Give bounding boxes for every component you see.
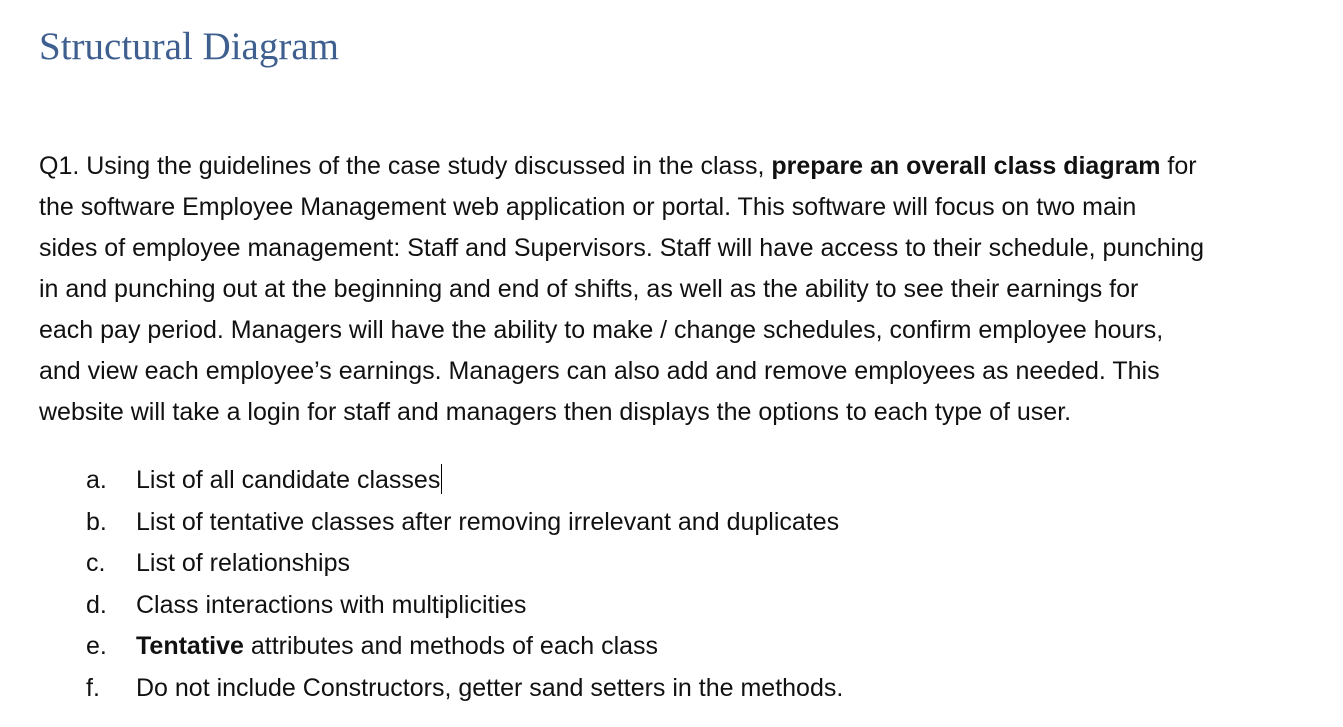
list-item — [86, 502, 843, 544]
list-item-text: List of relationships — [136, 549, 351, 577]
list-item — [86, 668, 843, 710]
list-marker: b. — [86, 507, 107, 536]
question-text: sides of employee management: Staff and Supervisors. Staff will have access to their schedule, punching — [39, 234, 1205, 262]
list-item-label: attributes and methods of each class — [243, 632, 659, 660]
list-marker: c. — [86, 549, 106, 577]
list-item — [86, 543, 843, 585]
list-item-text: List of tentative classes after removing irrelevant and duplicates — [136, 507, 840, 536]
question-line — [39, 351, 1309, 392]
question-line — [39, 310, 1309, 351]
list-item — [86, 626, 843, 668]
list-marker: f. — [86, 673, 100, 702]
question-paragraph — [39, 146, 1309, 433]
section-heading: Structural Diagram — [39, 25, 339, 68]
list-marker: a. — [86, 466, 107, 494]
question-line — [39, 146, 1309, 187]
list-marker: d. — [86, 590, 107, 619]
list-item — [86, 460, 843, 502]
question-text: Q1. Using the guidelines of the case study discussed in the class, — [39, 152, 772, 180]
question-text: in and punching out at the beginning and end of shifts, as well as the ability to see their earnings for — [39, 275, 1139, 303]
question-text: for — [1160, 152, 1197, 180]
question-text: the software Employee Management web application or portal. This software will focus on two main — [39, 193, 1137, 221]
question-line — [39, 228, 1309, 269]
list-marker: e. — [86, 632, 107, 660]
list-item-text: Do not include Constructors, getter sand setters in the methods. — [136, 673, 844, 702]
requirements-list — [86, 460, 843, 709]
list-item-bold-text: Tentative — [136, 632, 244, 660]
question-bold-text: prepare an overall class diagram — [771, 152, 1161, 180]
question-text: website will take a login for staff and managers then displays the options to each type of user. — [39, 398, 1072, 426]
list-item — [86, 585, 843, 627]
question-line — [39, 269, 1309, 310]
list-item-label: List of all candidate classes — [136, 466, 441, 494]
question-text: each pay period. Managers will have the ability to make / change schedules, confirm employee hours, — [39, 316, 1164, 344]
question-line — [39, 187, 1309, 228]
list-item-text: Class interactions with multiplicities — [136, 590, 527, 619]
text-cursor — [441, 464, 442, 494]
list-item-text[interactable] — [136, 460, 442, 502]
question-line — [39, 392, 1309, 433]
list-item-text — [136, 626, 658, 668]
question-text: and view each employee’s earnings. Managers can also add and remove employees as needed. This — [39, 357, 1160, 385]
